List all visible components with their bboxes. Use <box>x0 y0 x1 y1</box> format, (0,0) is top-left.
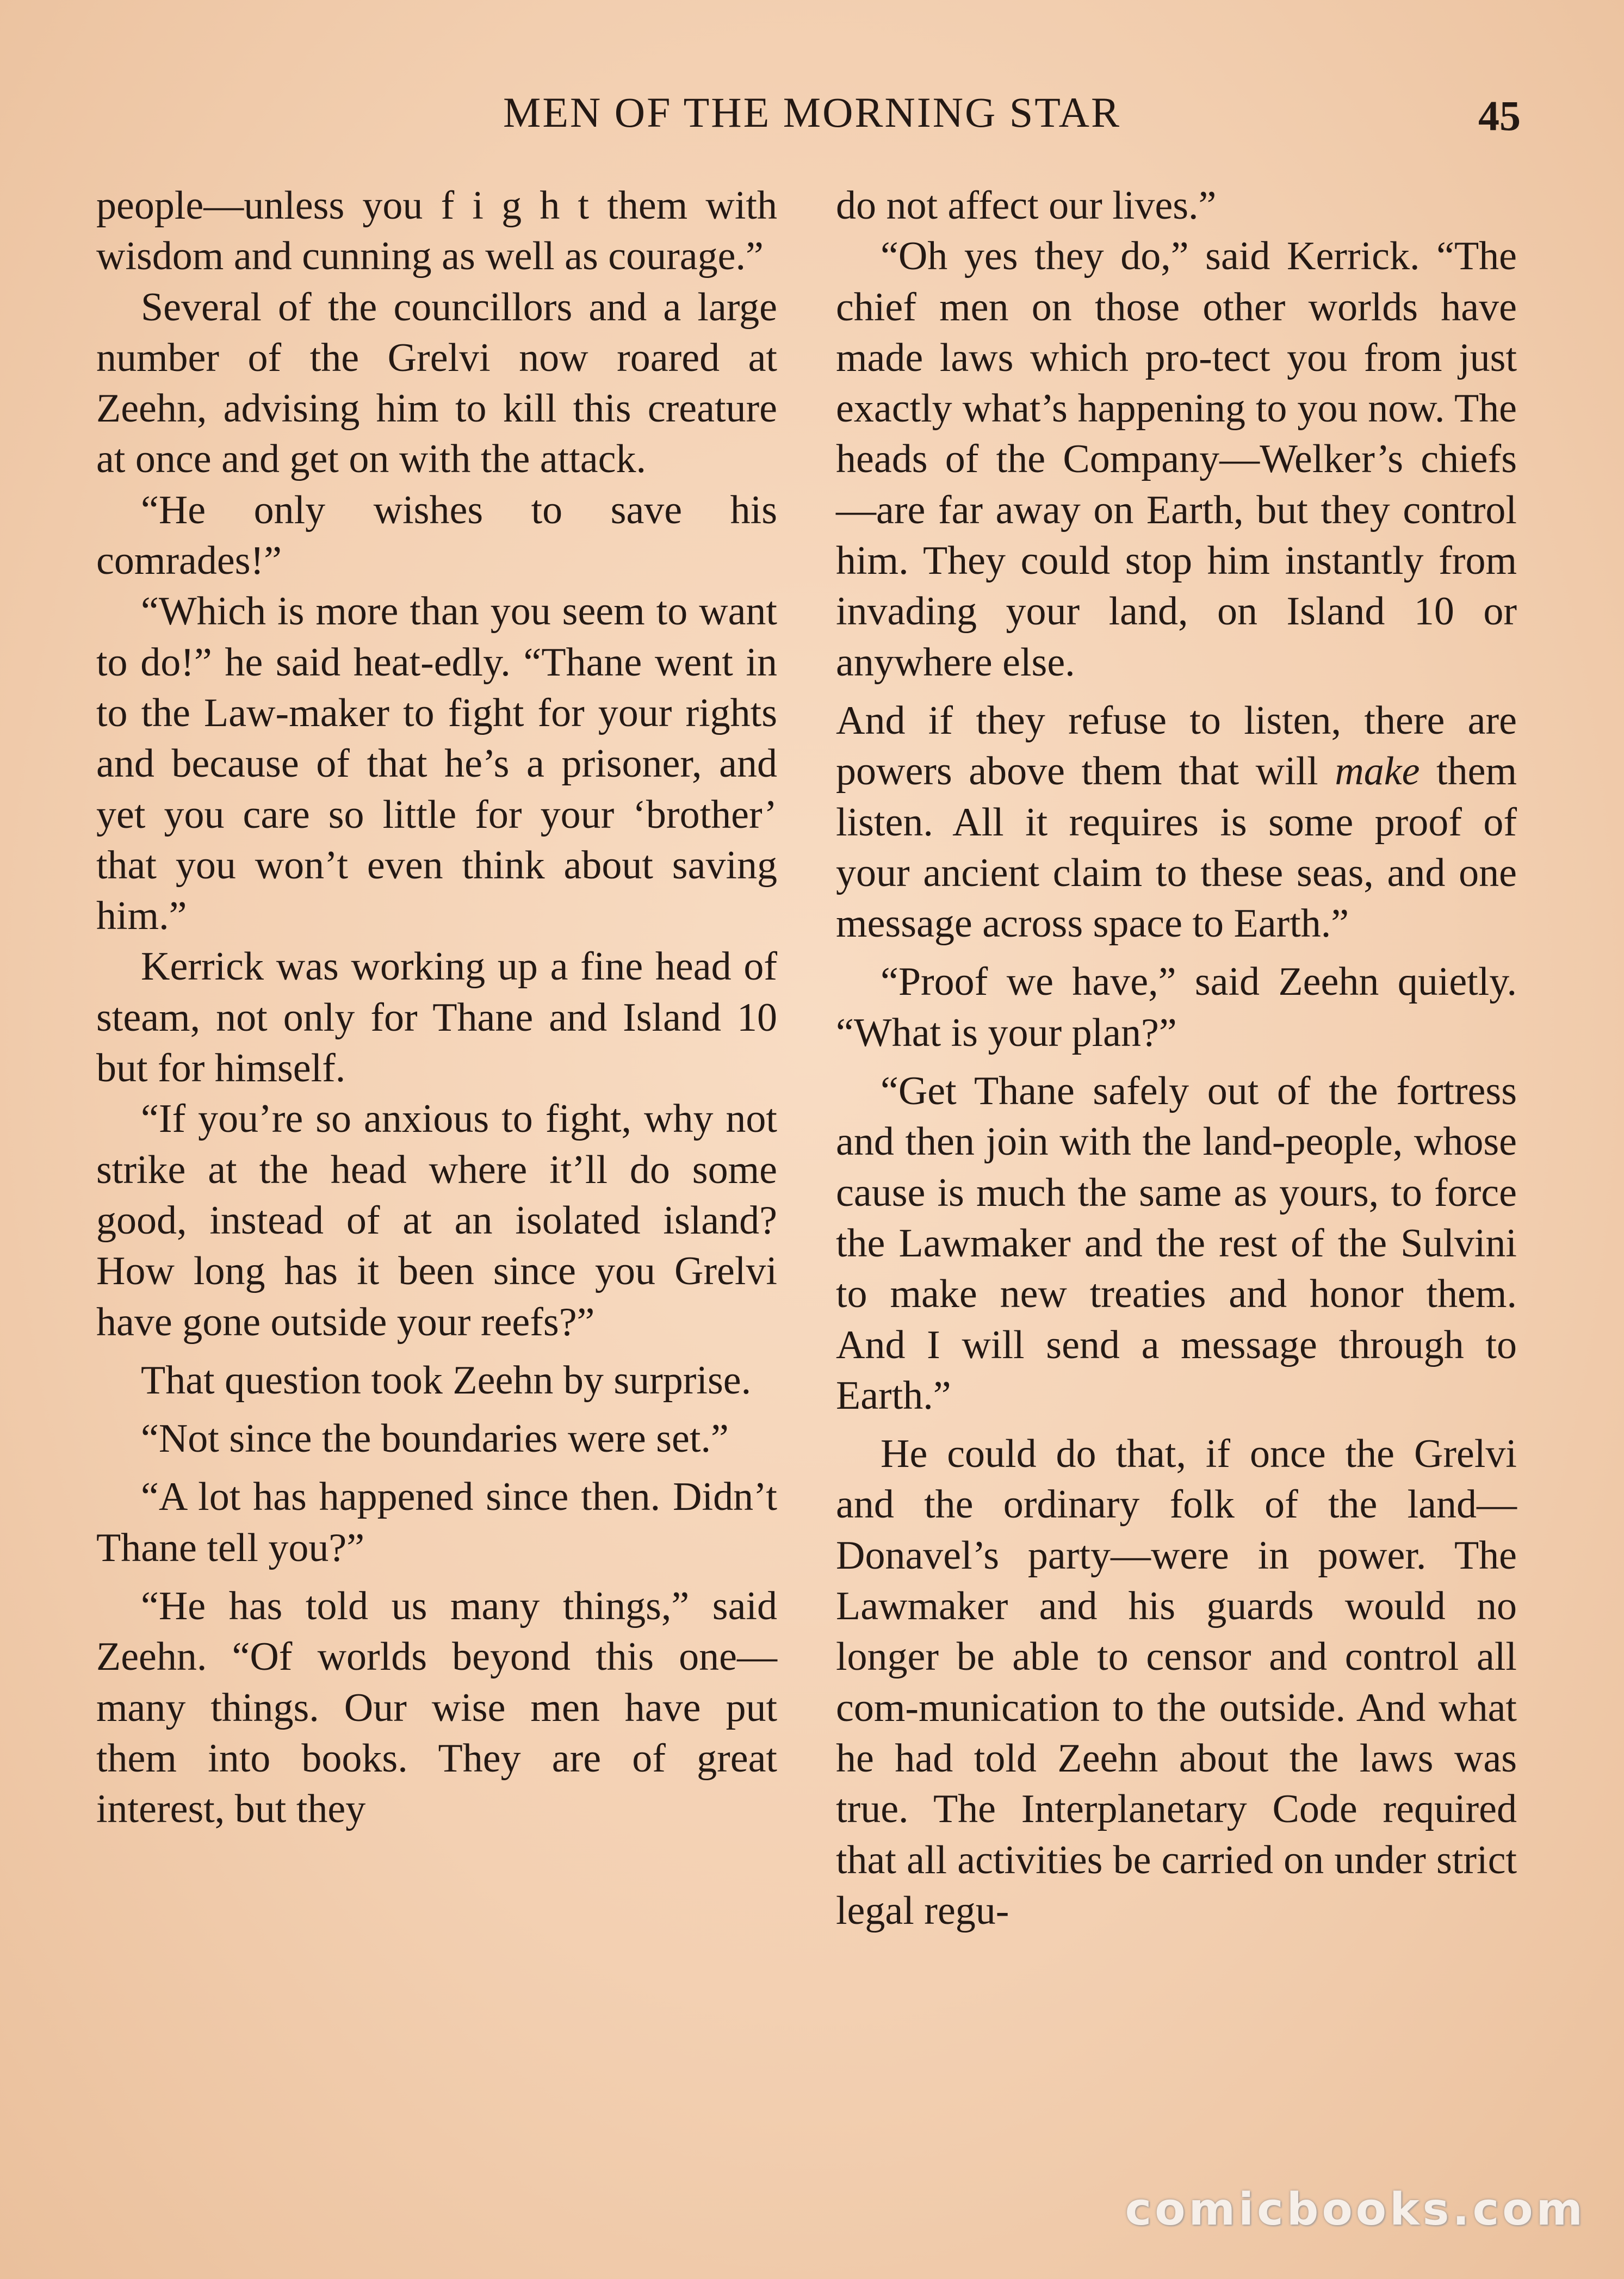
paragraph: Several of the councillors and a large number of the Grelvi now roared at Zeehn, advising him to kill this creature at once and get on with the attack. <box>96 284 777 482</box>
emphasis-text: make <box>1335 749 1420 794</box>
paragraph: “Proof we have,” said Zeehn quietly. “What is your plan?” <box>836 959 1517 1055</box>
paragraph: do not affect our lives.” <box>836 183 1217 228</box>
paragraph-text: them listen. All it requires is some proof of your ancient claim to these seas, and one message across space to Earth.” <box>836 749 1517 946</box>
paragraph: He could do that, if once the Grelvi and the ordinary folk of the land—Donavel’s party—were in power. The Lawmaker and his guards would no longer be able to censor and control all com-munication to the outside. And what he had told Zeehn about the laws was true. The Interplanetary Code required that all activities be carried on under strict legal regu- <box>836 1432 1517 1933</box>
page-number: 45 <box>1478 92 1521 139</box>
watermark-logo: comicbooks.com <box>1125 2184 1586 2235</box>
right-column <box>836 181 1517 1936</box>
running-title: MEN OF THE MORNING STAR <box>503 89 1121 136</box>
paragraph: “He only wishes to save his comrades!” <box>96 487 777 584</box>
paragraph: people—unless you f i g h t them with wisdom and cunning as well as courage.” <box>96 183 777 279</box>
paragraph-continued <box>836 696 1517 949</box>
paragraph: “Get Thane safely out of the fortress and then join with the land-people, whose cause is much the same as yours, to force the Lawmaker and the rest of the Sulvini to make new treaties and honor them. And I will send a message through to Earth.” <box>836 1069 1517 1418</box>
paragraph: “He has told us many things,” said Zeehn. “Of worlds beyond this one—many things. Our wise men have put them into books. They are of great interest, but they <box>96 1584 777 1832</box>
paragraph: “Not since the boundaries were set.” <box>141 1416 729 1461</box>
paragraph: “If you’re so anxious to fight, why not strike at the head where it’ll do some good, instead of at an isolated island? How long has it been since you Grelvi have gone outside your reefs?” <box>96 1097 777 1345</box>
left-column <box>96 181 777 1835</box>
paragraph: “A lot has happened since then. Didn’t Thane tell you?” <box>96 1475 777 1570</box>
paragraph: That question took Zeehn by surprise. <box>141 1358 752 1403</box>
paragraph: “Oh yes they do,” said Kerrick. “The chief men on those other worlds have made laws which pro-tect you from just exactly what’s happening to you now. The heads of the Company—Welker’s chiefs —are far away on Earth, but they control him. They could stop him instantly from invading your land, on Island 10 or anywhere else. <box>836 234 1517 685</box>
paragraph: “Which is more than you seem to want to do!” he said heat-edly. “Thane went in to the Law-maker to fight for your rights and because of that he’s a prisoner, and yet you care so little for your ‘brother’ that you won’t even think about saving him.” <box>96 589 777 939</box>
paragraph-text: And if they refuse to listen, there are powers above them that will <box>836 698 1517 794</box>
paragraph: Kerrick was working up a fine head of steam, not only for Thane and Island 10 but for himself. <box>96 944 777 1091</box>
